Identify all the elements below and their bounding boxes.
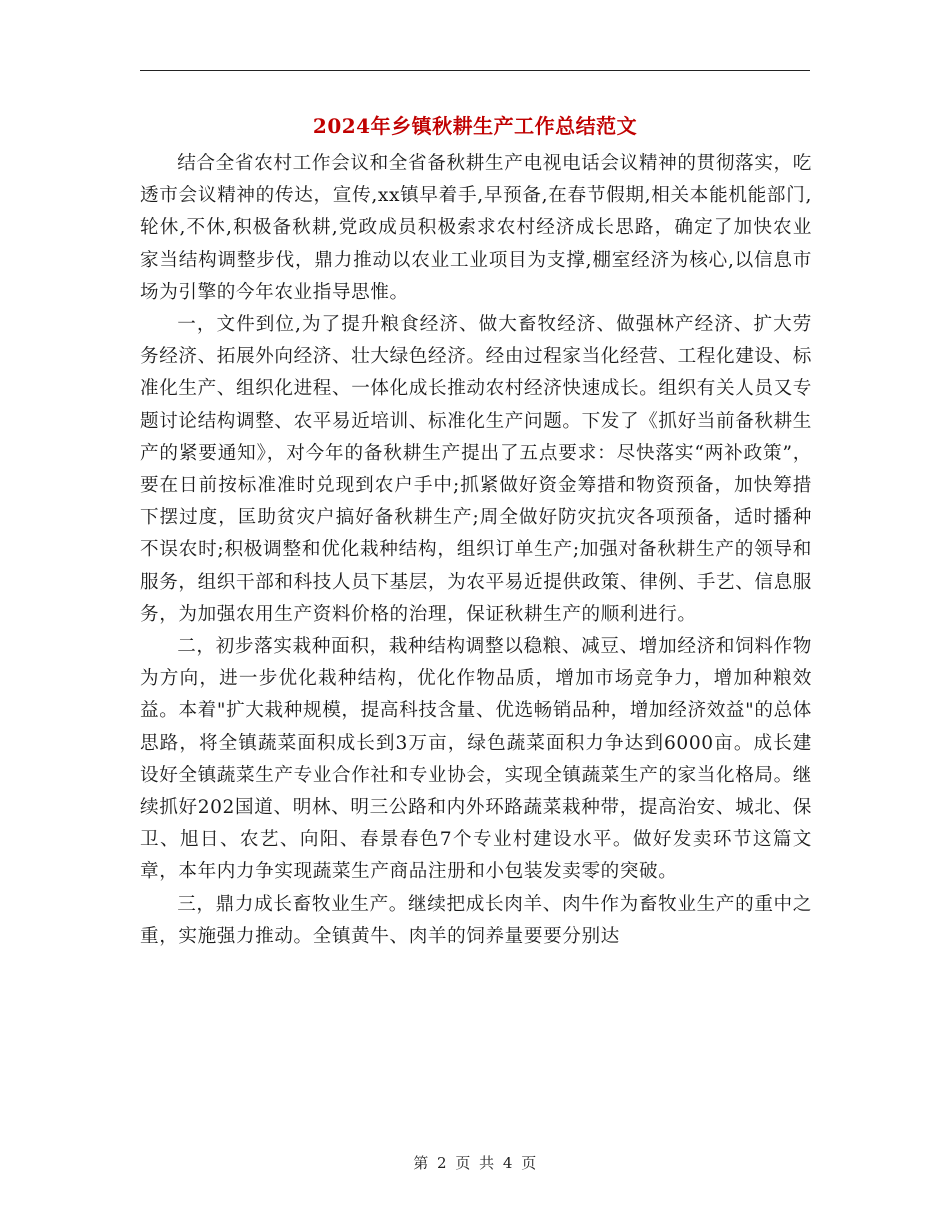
paragraph-intro: 结合全省农村工作会议和全省备秋耕生产电视电话会议精神的贯彻落实，吃透市会议精神的传达，宣传,xx镇早着手,早预备,在春节假期,相关本能机能部门,轮休,不休,积极备秋耕,党政成员积极索求农村经济成长思路，确定了加快农业家当结构调整步伐，鼎力推动以农业工业项目为支撑,棚室经济为核心,以信息市场为引擎的今年农业指导思惟。 bbox=[140, 153, 812, 303]
paragraph-section-2: 二，初步落实栽种面积，栽种结构调整以稳粮、减豆、增加经济和饲料作物为方向，进一步优化栽种结构，优化作物品质，增加市场竞争力，增加种粮效益。本着"扩大栽种规模，提高科技含量、优选畅销品种，增加经济效益"的总体思路，将全镇蔬菜面积成长到3万亩，绿色蔬菜面积力争达到6000亩。成长建设好全镇蔬菜生产专业合作社和专业协会，实现全镇蔬菜生产的家当化格局。继续抓好202国道、明林、明三公路和内外环路蔬菜栽种带，提高治安、城北、保卫、旭日、农艺、向阳、春景春色7个专业村建设水平。做好发卖环节这篇文章，本年内力争实现蔬菜生产商品注册和小包装发卖零的突破。 bbox=[140, 636, 812, 883]
document-body bbox=[140, 148, 812, 953]
paragraph-section-1: 一，文件到位,为了提升粮食经济、做大畜牧经济、做强林产经济、扩大劳务经济、拓展外向经济、壮大绿色经济。经由过程家当化经营、工程化建设、标准化生产、组织化进程、一体化成长推动农村经济快速成长。组织有关人员又专题讨论结构调整、农平易近培训、标准化生产问题。下发了《抓好当前备秋耕生产的紧要通知》，对今年的备秋耕生产提出了五点要求：尽快落实“两补政策”，要在日前按标准准时兑现到农户手中;抓紧做好资金筹措和物资预备，加快筹措下摆过度，匡助贫灾户搞好备秋耕生产;周全做好防灾抗灾各项预备，适时播种不误农时;积极调整和优化栽种结构，组织订单生产;加强对备秋耕生产的领导和服务，组织干部和科技人员下基层，为农平易近提供政策、律例、手艺、信息服务，为加强农用生产资料价格的治理，保证秋耕生产的顺利进行。 bbox=[140, 314, 812, 625]
page-number: 第 2 页 共 4 页 bbox=[413, 1154, 537, 1172]
paragraph-section-3: 三，鼎力成长畜牧业生产。继续把成长肉羊、肉牛作为畜牧业生产的重中之重，实施强力推动。全镇黄牛、肉羊的饲养量要要分别达 bbox=[140, 893, 812, 947]
header-rule bbox=[140, 70, 810, 71]
document-title: 2024年乡镇秋耕生产工作总结范文 bbox=[312, 114, 638, 138]
